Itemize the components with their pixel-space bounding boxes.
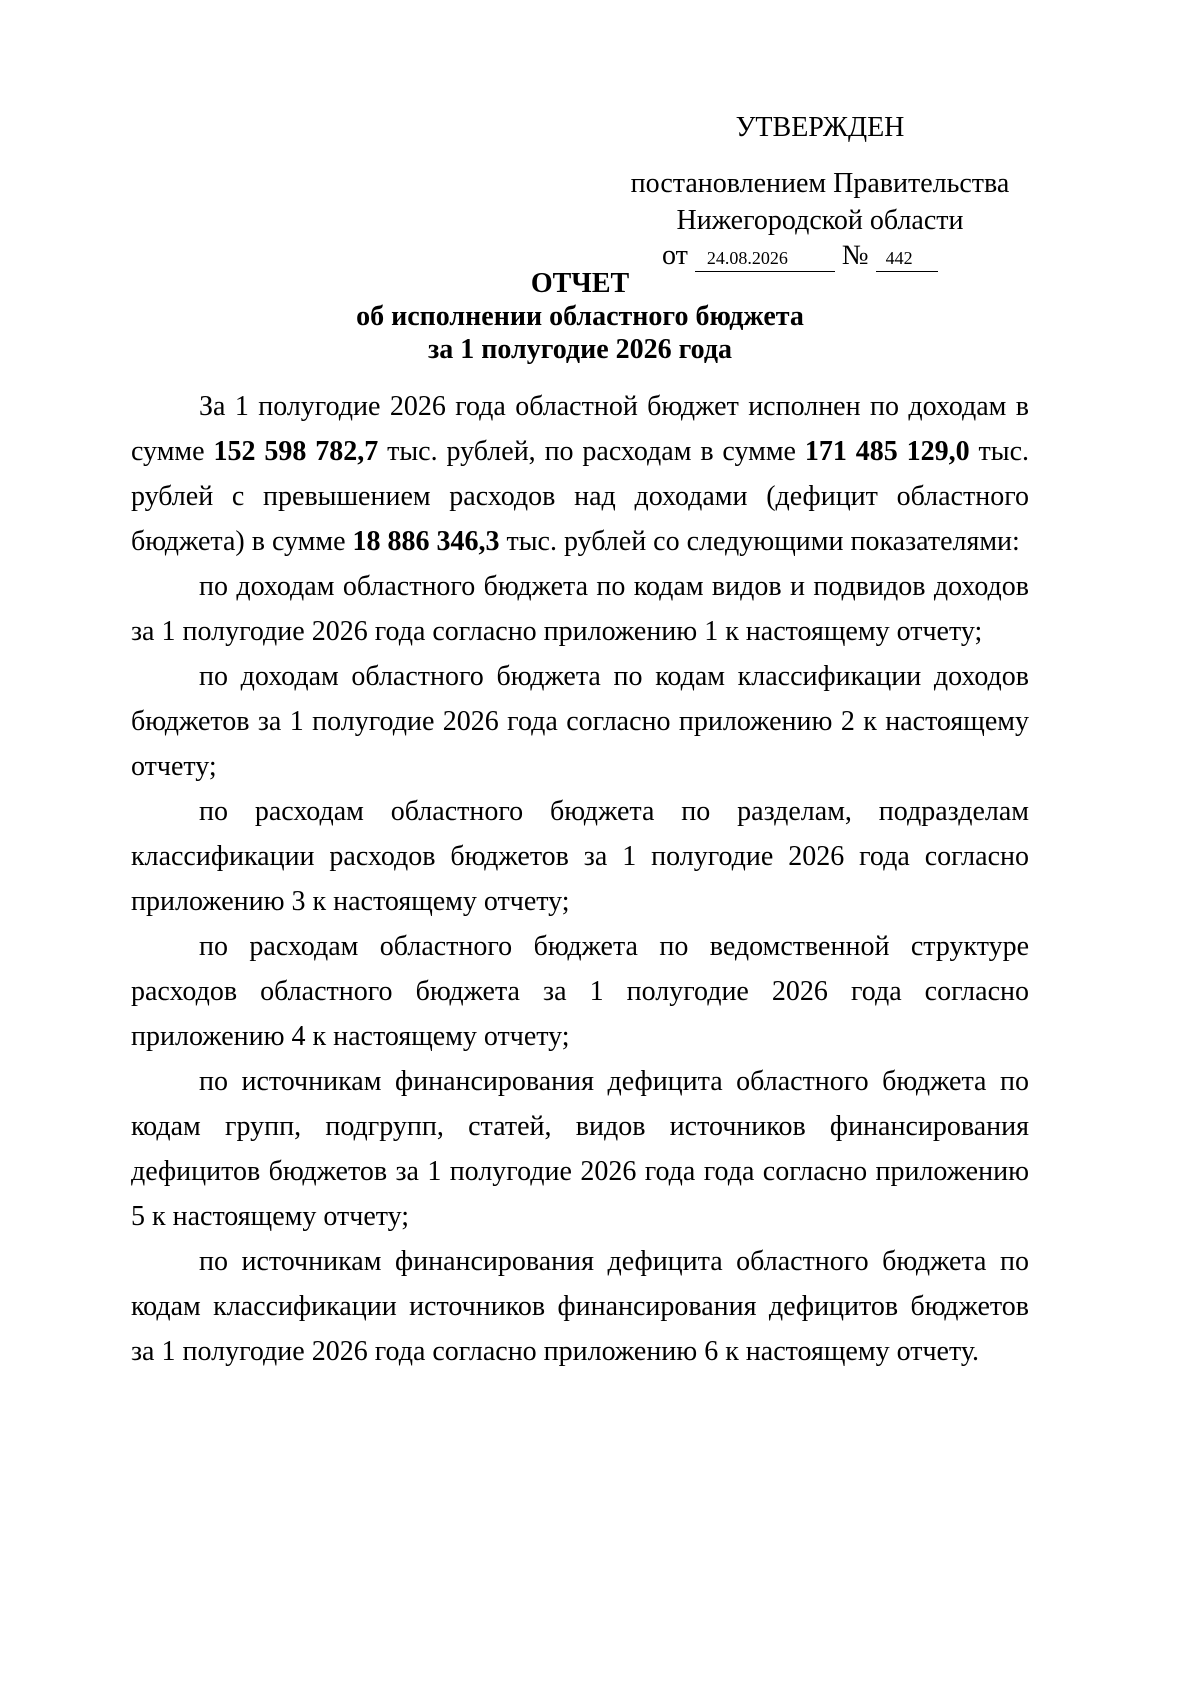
intro-text-2: тыс. рублей, по расходам в сумме	[378, 436, 805, 467]
list-item: по доходам областного бюджета по кодам классификации доходов бюджетов за 1 полугодие 2026 года согласно приложению 2 к настоящему отчету;	[131, 661, 1029, 782]
date-prefix: от	[662, 240, 688, 271]
list-item: по расходам областного бюджета по разделам, подразделам классификации расходов бюджетов за 1 полугодие 2026 года согласно приложению 3 к настоящему отчету;	[131, 796, 1029, 917]
list-item: по доходам областного бюджета по кодам видов и подвидов доходов за 1 полугодие 2026 года согласно приложению 1 к настоящему отчету;	[131, 571, 1029, 647]
intro-text-3: тыс. рублей с превышением расходов над доходами (дефицит областного бюджета) в сумме	[131, 436, 1030, 557]
list-item: по источникам финансирования дефицита областного бюджета по кодам групп, подгрупп, статей, видов источников финансирования дефицитов бюджетов за 1 полугодие 2026 года года согласно приложению 5 к настоящему отчету;	[131, 1066, 1029, 1232]
approval-heading: УТВЕРЖДЕН	[735, 112, 905, 143]
approval-date: 24.08.2026	[695, 245, 835, 272]
income-amount: 152 598 782,7	[213, 436, 379, 467]
approval-line-region: Нижегородской области	[676, 205, 964, 236]
approval-number: 442	[876, 245, 938, 272]
approval-line-government: постановлением Правительства	[630, 168, 1010, 199]
title-line-3: за 1 полугодие 2026 года	[427, 334, 733, 365]
intro-text-1: За 1 полугодие 2026 года областной бюджет исполнен по доходам в сумме	[131, 391, 1029, 467]
title-line-2: об исполнении областного бюджета	[356, 301, 804, 332]
deficit-amount: 18 886 346,3	[352, 526, 500, 557]
number-sign: №	[841, 240, 869, 271]
list-item: по расходам областного бюджета по ведомственной структуре расходов областного бюджета за 1 полугодие 2026 года согласно приложению 4 к настоящему отчету;	[131, 931, 1029, 1052]
document-body	[131, 384, 1029, 1374]
title-line-1: ОТЧЕТ	[530, 268, 630, 299]
list-item: по источникам финансирования дефицита областного бюджета по кодам классификации источников финансирования дефицитов бюджетов за 1 полугодие 2026 года согласно приложению 6 к настоящему отчету.	[131, 1246, 1029, 1367]
intro-text-4: тыс. рублей со следующими показателями:	[499, 526, 1020, 557]
expenses-amount: 171 485 129,0	[804, 436, 970, 467]
document-title	[0, 267, 1160, 366]
intro-paragraph	[131, 384, 1029, 564]
